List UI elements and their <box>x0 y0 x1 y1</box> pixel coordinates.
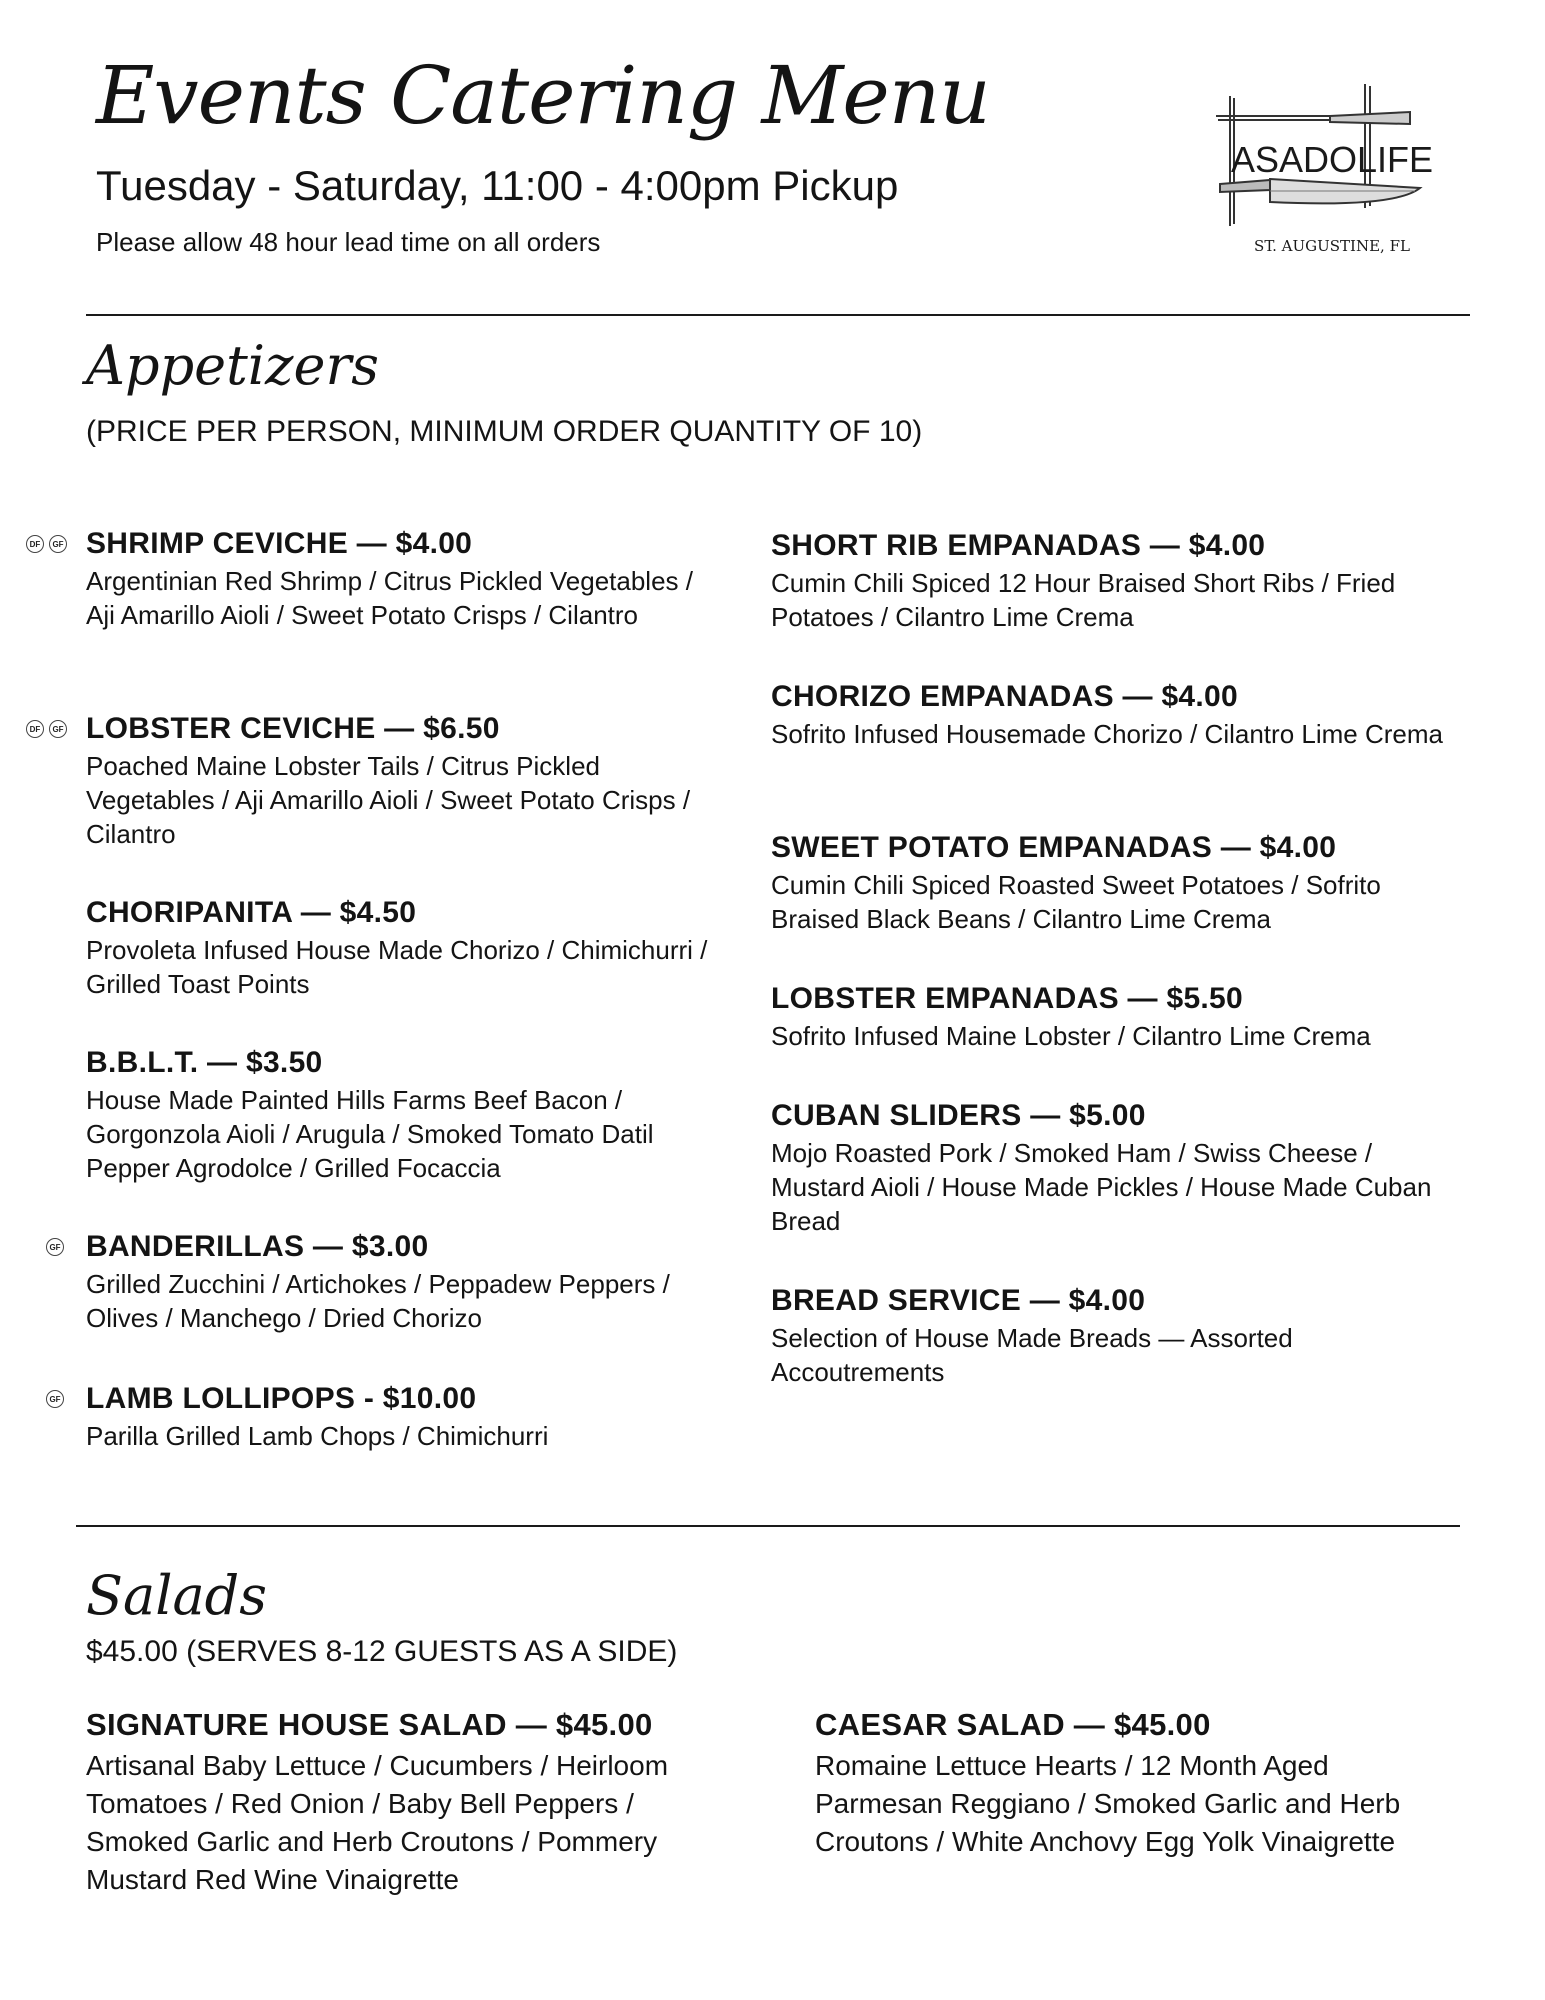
item-description: Poached Maine Lobster Tails / Citrus Pickled Vegetables / Aji Amarillo Aioli / Sweet Potato Crisps / Cilantro <box>86 751 691 849</box>
appetizers-heading: Appetizers <box>86 334 379 397</box>
dietary-badges <box>26 524 67 564</box>
item-description: Sofrito Infused Housemade Chorizo / Cilantro Lime Crema <box>771 719 1443 749</box>
item-name: LOBSTER EMPANADAS — $5.50 <box>771 982 1244 1015</box>
menu-item-caesar-salad <box>815 1703 1435 1861</box>
menu-item-cuban-sliders <box>771 1096 1451 1238</box>
item-description: Cumin Chili Spiced Roasted Sweet Potatoes / Sofrito Braised Black Beans / Cilantro Lime Crema <box>771 870 1381 934</box>
logo-brand-text: ASADOLIFE <box>1230 139 1434 180</box>
item-description: Sofrito Infused Maine Lobster / Cilantro Lime Crema <box>771 1021 1371 1051</box>
menu-item-bblt <box>86 1043 726 1185</box>
item-name: CHORIZO EMPANADAS — $4.00 <box>771 680 1239 713</box>
item-description: Cumin Chili Spiced 12 Hour Braised Short Ribs / Fried Potatoes / Cilantro Lime Crema <box>771 568 1396 632</box>
menu-item-shrimp-ceviche <box>29 524 726 632</box>
asadolife-logo <box>1210 76 1454 266</box>
item-name: SIGNATURE HOUSE SALAD — $45.00 <box>86 1707 653 1742</box>
item-name: LOBSTER CEVICHE — $6.50 <box>86 712 500 745</box>
item-name: CAESAR SALAD — $45.00 <box>815 1707 1211 1742</box>
menu-item-lamb-lollipops <box>49 1379 726 1453</box>
header-divider <box>86 314 1470 316</box>
gluten-free-icon: GF <box>49 535 67 553</box>
item-name: BREAD SERVICE — $4.00 <box>771 1284 1146 1317</box>
dietary-badges <box>46 1227 64 1267</box>
gluten-free-icon: GF <box>49 720 67 738</box>
item-description: House Made Painted Hills Farms Beef Bacon / Gorgonzola Aioli / Arugula / Smoked Tomato Datil Pepper Agrodolce / Grilled Focaccia <box>86 1085 654 1183</box>
item-description: Parilla Grilled Lamb Chops / Chimichurri <box>86 1421 549 1451</box>
dietary-badges <box>26 709 67 749</box>
salads-heading: Salads <box>86 1564 267 1627</box>
item-description: Mojo Roasted Pork / Smoked Ham / Swiss Cheese / Mustard Aioli / House Made Pickles / House Made Cuban Bread <box>771 1138 1432 1236</box>
item-description: Grilled Zucchini / Artichokes / Peppadew Peppers / Olives / Manchego / Dried Chorizo <box>86 1269 670 1333</box>
menu-item-banderillas <box>49 1227 726 1335</box>
item-name: SHORT RIB EMPANADAS — $4.00 <box>771 529 1266 562</box>
dairy-free-icon: DF <box>26 720 44 738</box>
item-description: Argentinian Red Shrimp / Citrus Pickled Vegetables / Aji Amarillo Aioli / Sweet Potato Crisps / Cilantro <box>86 566 693 630</box>
item-description: Romaine Lettuce Hearts / 12 Month Aged Parmesan Reggiano / Smoked Garlic and Herb Croutons / White Anchovy Egg Yolk Vinaigrette <box>815 1750 1401 1857</box>
menu-title: Events Catering Menu <box>96 49 990 142</box>
pickup-hours: Tuesday - Saturday, 11:00 - 4:00pm Pickup <box>96 162 899 209</box>
item-name: LAMB LOLLIPOPS - $10.00 <box>86 1382 477 1415</box>
item-description: Provoleta Infused House Made Chorizo / Chimichurri / Grilled Toast Points <box>86 935 708 999</box>
menu-item-bread-service <box>771 1281 1391 1389</box>
item-name: SWEET POTATO EMPANADAS — $4.00 <box>771 831 1337 864</box>
menu-item-lobster-ceviche <box>29 709 726 851</box>
menu-item-lobster-empanadas <box>771 979 1451 1053</box>
menu-item-signature-house-salad <box>86 1703 726 1899</box>
item-name: BANDERILLAS — $3.00 <box>86 1230 429 1263</box>
item-description: Artisanal Baby Lettuce / Cucumbers / Heirloom Tomatoes / Red Onion / Baby Bell Peppers / Smoked Garlic and Herb Croutons / Pommery Mustard Red Wine Vinaigrette <box>86 1750 669 1895</box>
menu-item-short-rib-empanadas <box>771 526 1451 634</box>
dairy-free-icon: DF <box>26 535 44 553</box>
item-name: CHORIPANITA — $4.50 <box>86 896 417 929</box>
item-name: B.B.L.T. — $3.50 <box>86 1046 323 1079</box>
logo-location-text: ST. AUGUSTINE, FL <box>1254 237 1410 255</box>
menu-item-choripanita <box>86 893 726 1001</box>
item-name: CUBAN SLIDERS — $5.00 <box>771 1099 1146 1132</box>
lead-time-note: Please allow 48 hour lead time on all orders <box>96 227 601 257</box>
item-description: Selection of House Made Breads — Assorted Accoutrements <box>771 1323 1293 1387</box>
gluten-free-icon: GF <box>46 1238 64 1256</box>
item-name: SHRIMP CEVICHE — $4.00 <box>86 527 473 560</box>
salads-note: $45.00 (SERVES 8-12 GUESTS AS A SIDE) <box>86 1635 678 1668</box>
section-divider <box>76 1525 1460 1527</box>
appetizers-note: (PRICE PER PERSON, MINIMUM ORDER QUANTITY OF 10) <box>86 415 923 448</box>
gluten-free-icon: GF <box>46 1390 64 1408</box>
dietary-badges <box>46 1379 64 1419</box>
menu-item-sweet-potato-empanadas <box>771 828 1451 936</box>
menu-item-chorizo-empanadas <box>771 677 1451 751</box>
